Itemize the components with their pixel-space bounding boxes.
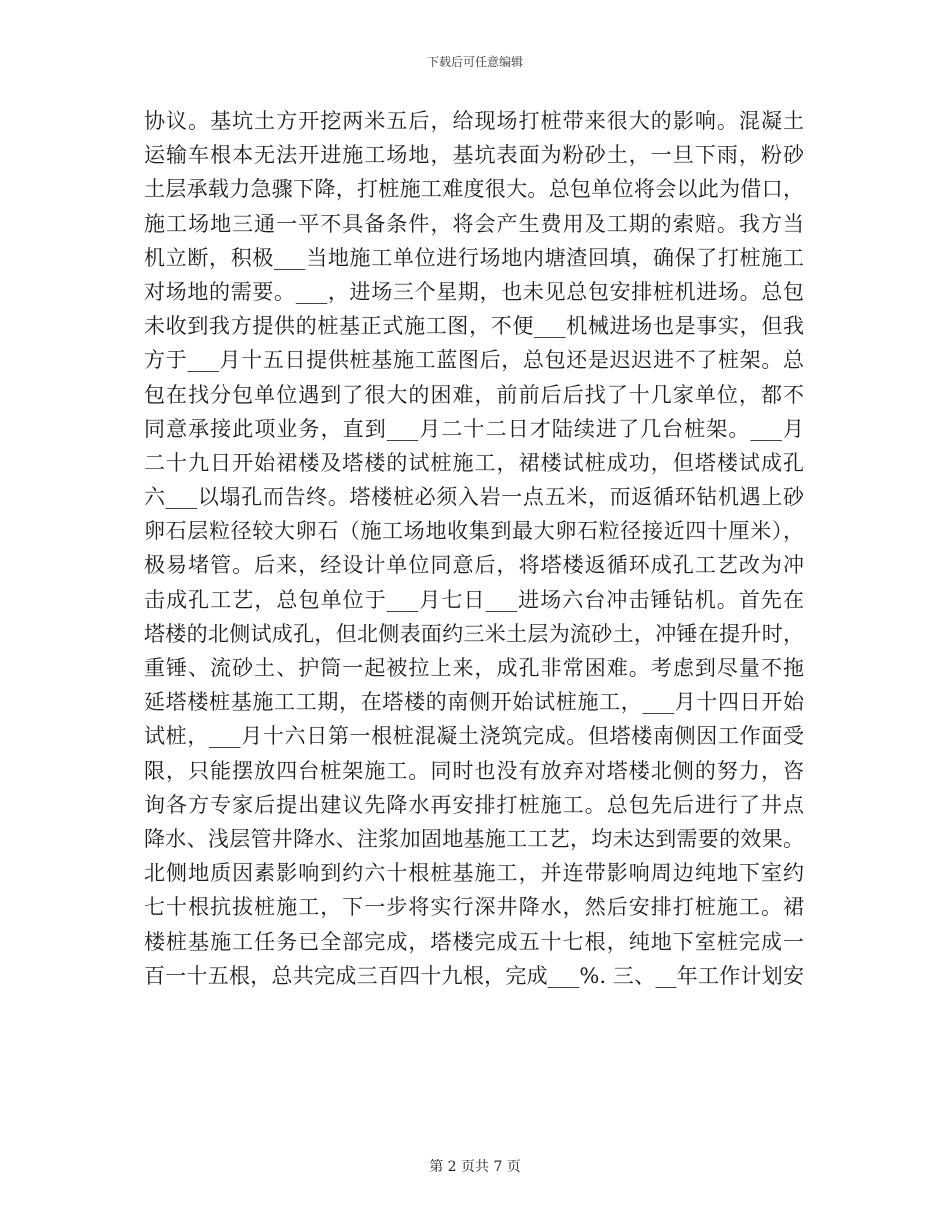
page-header: 下载后可任意编辑 xyxy=(426,55,523,69)
paragraph-line: 土层承载力急骤下降，打桩施工难度很大。总包单位将会以此为借口， xyxy=(144,177,804,202)
paragraph-line: 包在找分包单位遇到了很大的困难，前前后后找了十几家单位，都不 xyxy=(144,382,804,407)
paragraph-line: 协议。基坑土方开挖两米五后，给现场打桩带来很大的影响。混凝土 xyxy=(144,109,804,133)
paragraph-line: 对场地的需要。___，进场三个星期，也未见总包安排桩机进场。总包 xyxy=(144,279,804,304)
paragraph-line: 击成孔工艺，总包单位于___月七日___进场六台冲击锤钻机。首先在 xyxy=(144,587,804,612)
paragraph-line: 询各方专家后提出建议先降水再安排打桩施工。总包先后进行了井点 xyxy=(144,792,804,817)
paragraph-line: 塔楼的北侧试成孔，但北侧表面约三米土层为流砂土，冲锤在提升时， xyxy=(144,621,804,646)
paragraph-line: 六___以塌孔而告终。塔楼桩必须入岩一点五米，而返循环钻机遇上砂 xyxy=(144,485,804,510)
paragraph-line: 同意承接此项业务，直到___月二十二日才陆续进了几台桩架。___月 xyxy=(144,416,804,441)
document-body xyxy=(144,104,804,993)
paragraph-line: 二十九日开始裙楼及塔楼的试桩施工，裙楼试桩成功，但塔楼试成孔 xyxy=(144,450,804,475)
paragraph-line: 方于___月十五日提供桩基施工蓝图后，总包还是迟迟进不了桩架。总 xyxy=(144,348,804,373)
paragraph-line: 楼桩基施工任务已全部完成，塔楼完成五十七根，纯地下室桩完成一 xyxy=(144,929,804,954)
paragraph-line: 运输车根本无法开进施工场地，基坑表面为粉砂土，一旦下雨，粉砂 xyxy=(144,143,804,168)
paragraph-line: 试桩，___月十六日第一根桩混凝土浇筑完成。但塔楼南侧因工作面受 xyxy=(144,724,804,749)
paragraph-line: 机立断，积极___当地施工单位进行场地内塘渣回填，确保了打桩施工 xyxy=(144,245,804,270)
paragraph-line: 极易堵管。后来，经设计单位同意后，将塔楼返循环成孔工艺改为冲 xyxy=(144,553,804,578)
paragraph-line: 施工场地三通一平不具备条件，将会产生费用及工期的索赔。我方当 xyxy=(144,211,804,236)
paragraph-line: 降水、浅层管井降水、注浆加固地基施工工艺，均未达到需要的效果。 xyxy=(144,826,804,851)
paragraph-line: 北侧地质因素影响到约六十根桩基施工，并连带影响周边纯地下室约 xyxy=(144,861,804,886)
paragraph-line: 未收到我方提供的桩基正式施工图，不便___机械进场也是事实，但我 xyxy=(144,314,804,339)
paragraph-line: 限，只能摆放四台桩架施工。同时也没有放弃对塔楼北侧的努力，咨 xyxy=(144,758,804,783)
paragraph-line: 重锤、流砂土、护筒一起被拉上来，成孔非常困难。考虑到尽量不拖 xyxy=(144,656,804,680)
paragraph-line: 延塔楼桩基施工工期，在塔楼的南侧开始试桩施工，___月十四日开始 xyxy=(144,690,804,715)
paragraph-line: 百一十五根，总共完成三百四十九根，完成___%. 三、__年工作计划安 xyxy=(144,963,804,988)
paragraph-line: 卵石层粒径较大卵石（施工场地收集到最大卵石粒径接近四十厘米）， xyxy=(144,519,804,544)
paragraph-line: 七十根抗拔桩施工，下一步将实行深井降水，然后安排打桩施工。裙 xyxy=(144,895,804,920)
page-number: 第 2 页共 7 页 xyxy=(429,1159,521,1175)
